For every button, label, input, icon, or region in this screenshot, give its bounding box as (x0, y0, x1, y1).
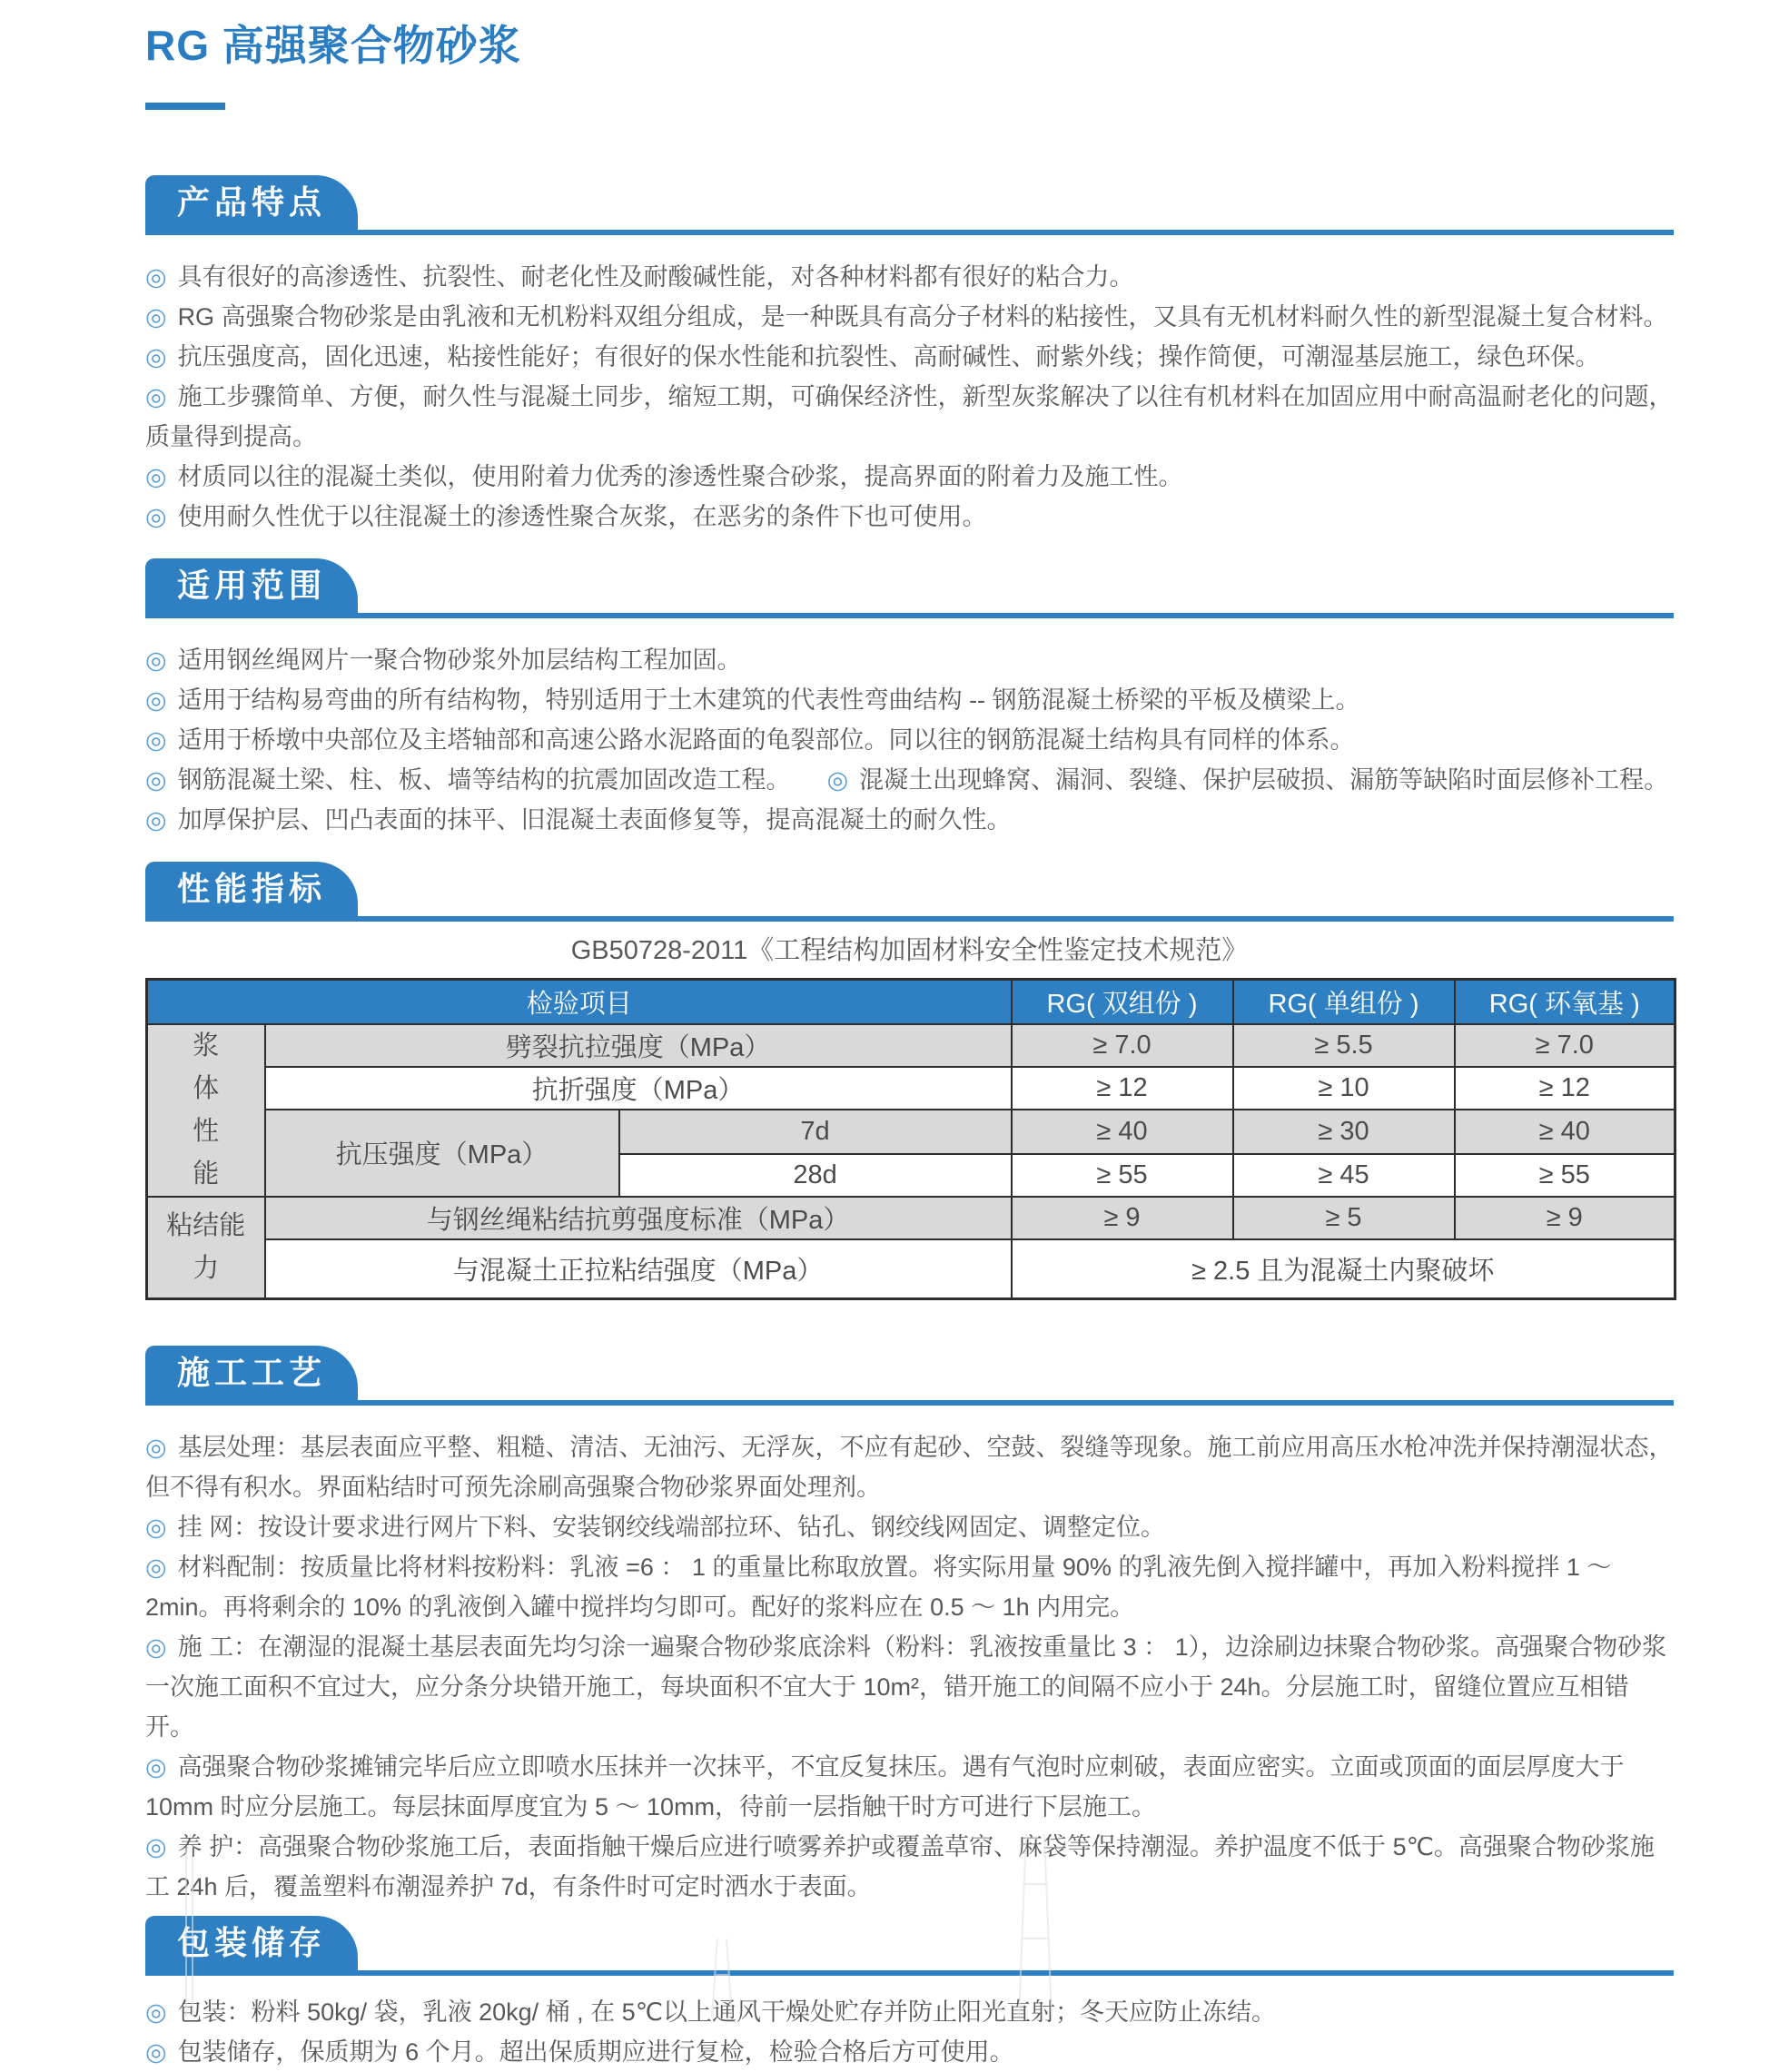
bullet-item (145, 680, 1674, 720)
bullet-text: 挂 网：按设计要求进行网片下料、安装钢绞线端部拉环、钻孔、钢绞线网固定、调整定位。 (177, 1514, 1166, 1542)
section-tab-process (145, 1346, 358, 1400)
table-cell: ≥ 30 (1233, 1110, 1455, 1154)
bullet-item (145, 800, 1674, 840)
table-header-cell: RG( 双组份 ) (1012, 979, 1233, 1024)
bullet-icon: ◎ (145, 1434, 167, 1462)
section-rule (145, 916, 1674, 922)
bullet-icon: ◎ (145, 1554, 167, 1582)
table-cell: 抗压强度（MPa） (265, 1110, 619, 1197)
table-header-row (147, 979, 1675, 1024)
bullet-text: 适用于桥墩中央部位及主塔轴部和高速公路水泥路面的龟裂部位。同以往的钢筋混凝土结构具有同样的体系。 (177, 725, 1355, 754)
section-scope (145, 558, 1674, 840)
table-header-cell: 检验项目 (147, 979, 1012, 1024)
bullet-text: 包装：粉料 50kg/ 袋，乳液 20kg/ 桶 , 在 5℃以上通风干燥处贮存并防止阳光直射；冬天应防止冻结。 (177, 1998, 1277, 2027)
bullet-icon: ◎ (145, 646, 167, 674)
table-cell: 28d (619, 1154, 1012, 1197)
section-body (145, 1992, 1674, 2072)
section-heading: 性能指标 (176, 869, 326, 907)
table-cell: ≥ 45 (1233, 1154, 1455, 1197)
bullet-item (145, 457, 1674, 497)
section-features (145, 175, 1674, 537)
bullet-item (145, 2032, 1674, 2072)
section-performance (145, 862, 1674, 1301)
bullet-icon: ◎ (145, 462, 167, 490)
performance-table (145, 978, 1676, 1301)
table-cell: ≥ 9 (1455, 1197, 1675, 1239)
section-tab-features (145, 175, 358, 230)
table-cell: ≥ 40 (1455, 1110, 1675, 1154)
table-cell: 与混凝土正拉粘结强度（MPa） (265, 1239, 1012, 1299)
bullet-item (145, 497, 1674, 537)
bullet-icon: ◎ (145, 342, 167, 370)
bullet-text: 施 工：在潮湿的混凝土基层表面先均匀涂一遍聚合物砂浆底涂料（粉料：乳液按重量比 3 ： 1），边涂刷边抹聚合物砂浆。高强聚合物砂浆一次施工面积不宜过大，应分条分块错开施工，每块面积不宜大于 10m²，错开施工的间隔不应小于 24h。分层施工时，留缝位置应互相错开。 (145, 1633, 1667, 1741)
table-cell: ≥ 5 (1233, 1197, 1455, 1239)
section-packaging (145, 1916, 1674, 2072)
section-body (145, 257, 1674, 537)
section-heading: 适用范围 (176, 566, 326, 604)
bullet-icon: ◎ (145, 686, 167, 714)
section-rule (145, 613, 1674, 618)
bullet-item (827, 760, 1669, 800)
bullet-item (145, 297, 1674, 337)
bullet-text: RG 高强聚合物砂浆是由乳液和无机粉料双组分组成，是一种既具有高分子材料的粘接性，又具有无机材料耐久性的新型混凝土复合材料。 (177, 302, 1668, 331)
bullet-icon: ◎ (145, 1633, 167, 1662)
table-cell: ≥ 7.0 (1455, 1024, 1675, 1067)
category-cell-bond: 粘结能力 (147, 1197, 265, 1299)
bullet-item (145, 760, 791, 800)
bullet-item (145, 377, 1674, 457)
bullet-text: 施工步骤简单、方便，耐久性与混凝土同步，缩短工期，可确保经济性，新型灰浆解决了以往有机材料在加固应用中耐高温耐老化的问题，质量得到提高。 (145, 382, 1674, 450)
table-cell: ≥ 2.5 且为混凝土内聚破坏 (1012, 1239, 1675, 1299)
title-underline (145, 103, 225, 110)
section-rule (145, 230, 1674, 235)
section-rule (145, 1970, 1674, 1976)
table-cell: ≥ 7.0 (1012, 1024, 1233, 1067)
bullet-icon: ◎ (145, 2038, 167, 2067)
section-tab-packaging (145, 1916, 358, 1970)
section-body (145, 640, 1674, 840)
table-caption: GB50728-2011《工程结构加固材料安全性鉴定技术规范》 (570, 935, 1249, 965)
bullet-item (145, 1427, 1674, 1507)
category-cell-slurry: 浆体性能 (147, 1024, 265, 1197)
section-heading: 包装储存 (176, 1924, 326, 1962)
bullet-text: 钢筋混凝土梁、柱、板、墙等结构的抗震加固改造工程。 (177, 765, 791, 794)
bullet-text: 高强聚合物砂浆摊铺完毕后应立即喷水压抹并一次抹平，不宜反复抹压。遇有气泡时应刺破，表面应密实。立面或顶面的面层厚度大于 10mm 时应分层施工。每层抹面厚度宜为 5 ～ 10mm，待前一层指触干时方可进行下层施工。 (145, 1753, 1625, 1821)
table-header-cell: RG( 环氧基 ) (1455, 979, 1675, 1024)
table-cell: ≥ 12 (1455, 1067, 1675, 1110)
bullet-icon: ◎ (145, 1998, 167, 2027)
table-cell: 抗折强度（MPa） (265, 1067, 1012, 1110)
bullet-item (145, 1992, 1674, 2032)
bullet-text: 具有很好的高渗透性、抗裂性、耐老化性及耐酸碱性能，对各种材料都有很好的粘合力。 (177, 262, 1134, 291)
bullet-icon: ◎ (145, 765, 167, 794)
bullet-text: 材质同以往的混凝土类似，使用附着力优秀的渗透性聚合砂浆，提高界面的附着力及施工性。 (177, 462, 1183, 490)
bullet-text: 加厚保护层、凹凸表面的抹平、旧混凝土表面修复等，提高混凝土的耐久性。 (177, 805, 1012, 834)
bullet-item (145, 1627, 1674, 1747)
section-heading: 产品特点 (176, 183, 326, 221)
bullet-item (145, 1547, 1674, 1627)
table-row (147, 1239, 1675, 1299)
bullet-icon: ◎ (145, 1833, 167, 1861)
bullet-text: 使用耐久性优于以往混凝土的渗透性聚合灰浆，在恶劣的条件下也可使用。 (177, 502, 987, 530)
table-cell: ≥ 40 (1012, 1110, 1233, 1154)
table-header-cell: RG( 单组份 ) (1233, 979, 1455, 1024)
table-cell: ≥ 9 (1012, 1197, 1233, 1239)
bullet-icon: ◎ (145, 1753, 167, 1781)
table-cell: 劈裂抗拉强度（MPa） (265, 1024, 1012, 1067)
bullet-item-pair (145, 760, 1674, 800)
bullet-icon: ◎ (145, 725, 167, 754)
bullet-text: 适用钢丝绳网片一聚合物砂浆外加层结构工程加固。 (177, 646, 742, 674)
section-heading: 施工工艺 (176, 1354, 326, 1392)
bullet-icon: ◎ (826, 765, 849, 794)
table-cell: ≥ 55 (1455, 1154, 1675, 1197)
table-cell: 7d (619, 1110, 1012, 1154)
bullet-text: 抗压强度高，固化迅速，粘接性能好；有很好的保水性能和抗裂性、高耐碱性、耐紫外线；操作简便，可潮湿基层施工，绿色环保。 (177, 342, 1600, 370)
bullet-item (145, 720, 1674, 760)
bullet-item (145, 640, 1674, 680)
bullet-text: 适用于结构易弯曲的所有结构物，特别适用于土木建筑的代表性弯曲结构 -- 钢筋混凝土桥梁的平板及横梁上。 (177, 686, 1360, 714)
bullet-text: 养 护：高强聚合物砂浆施工后，表面指触干燥后应进行喷雾养护或覆盖草帘、麻袋等保持潮湿。养护温度不低于 5℃。高强聚合物砂浆施工 24h 后，覆盖塑料布潮湿养护 7d，有条件时可定时洒水于表面。 (145, 1833, 1655, 1901)
table-cell: ≥ 10 (1233, 1067, 1455, 1110)
bullet-item (145, 1747, 1674, 1827)
table-row (147, 1197, 1675, 1239)
bullet-text: 基层处理：基层表面应平整、粗糙、清洁、无油污、无浮灰，不应有起砂、空鼓、裂缝等现象。施工前应用高压水枪冲洗并保持潮湿状态，但不得有积水。界面粘结时可预先涂刷高强聚合物砂浆界面处理剂。 (145, 1434, 1674, 1502)
bullet-text: 混凝土出现蜂窝、漏洞、裂缝、保护层破损、漏筋等缺陷时面层修补工程。 (859, 765, 1669, 794)
section-tab-performance (145, 862, 358, 916)
bullet-icon: ◎ (145, 1514, 167, 1542)
bullet-text: 包装储存，保质期为 6 个月。超出保质期应进行复检，检验合格后方可使用。 (177, 2038, 1014, 2067)
section-process (145, 1346, 1674, 1907)
section-tab-scope (145, 558, 358, 613)
page-title: RG 高强聚合物砂浆 (145, 22, 521, 69)
section-body (145, 1427, 1674, 1907)
bullet-icon: ◎ (145, 382, 167, 410)
bullet-item (145, 257, 1674, 297)
section-rule (145, 1400, 1674, 1406)
table-cell: ≥ 55 (1012, 1154, 1233, 1197)
bullet-icon: ◎ (145, 302, 167, 331)
table-cell: 与钢丝绳粘结抗剪强度标准（MPa） (265, 1197, 1012, 1239)
table-row (147, 1024, 1675, 1067)
bullet-icon: ◎ (145, 805, 167, 834)
bullet-text: 材料配制：按质量比将材料按粉料：乳液 =6 ： 1 的重量比称取放置。将实际用量 90% 的乳液先倒入搅拌罐中，再加入粉料搅拌 1 ～ 2min。再将剩余的 10% 的乳液倒入罐中搅拌均匀即可。配好的浆料应在 0.5 ～ 1h 内用完。 (145, 1554, 1612, 1622)
table-cell: ≥ 12 (1012, 1067, 1233, 1110)
table-row (147, 1067, 1675, 1110)
bullet-icon: ◎ (145, 262, 167, 291)
bullet-item (145, 337, 1674, 377)
table-cell: ≥ 5.5 (1233, 1024, 1455, 1067)
table-row (147, 1110, 1675, 1154)
bullet-item (145, 1827, 1674, 1907)
bullet-icon: ◎ (145, 502, 167, 530)
bullet-item (145, 1507, 1674, 1547)
